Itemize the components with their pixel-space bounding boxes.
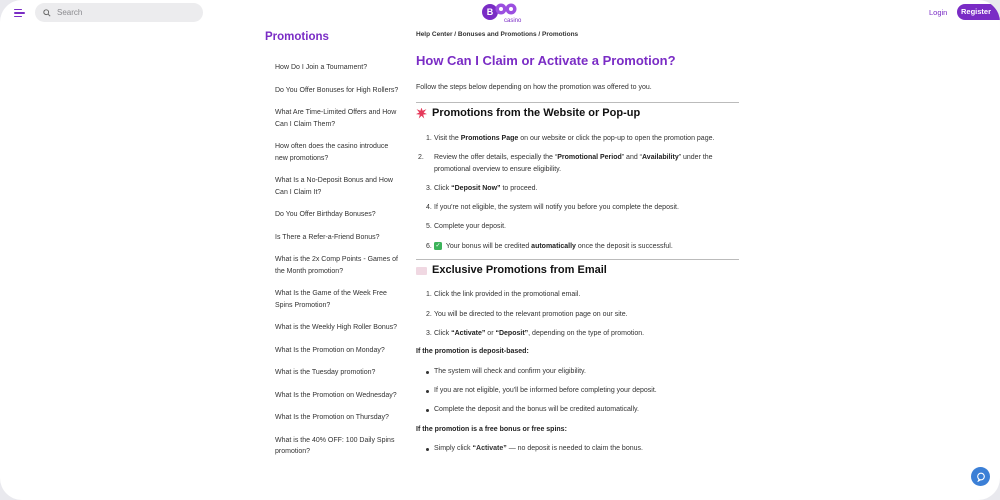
divider	[416, 102, 739, 103]
sidebar-item[interactable]: What Are Time-Limited Offers and How Can I Claim Them?	[275, 109, 397, 128]
sidebar-item[interactable]: Do You Offer Birthday Bonuses?	[275, 211, 376, 218]
section-heading-text: Exclusive Promotions from Email	[432, 264, 607, 276]
step-item: 3. Click “Activate” or “Deposit”, depending on the type of promotion.	[426, 330, 645, 337]
login-button[interactable]: Login	[929, 8, 948, 17]
breadcrumb[interactable]: Help Center / Bonuses and Promotions / Promotions	[416, 31, 579, 38]
sidebar-item[interactable]: How often does the casino introduce new promotions?	[275, 143, 389, 162]
page-title: How Can I Claim or Activate a Promotion?	[416, 53, 676, 68]
envelope-icon	[416, 267, 427, 275]
sidebar-item[interactable]: Do You Offer Bonuses for High Rollers?	[275, 86, 399, 94]
section-heading-text: Promotions from the Website or Pop-up	[432, 107, 641, 119]
intro-text: Follow the steps below depending on how the promotion was offered to you.	[416, 84, 652, 91]
step-item: 6. ✓ Your bonus will be credited automatically once the deposit is successful.	[426, 243, 673, 250]
boo-casino-logo[interactable]	[480, 1, 526, 25]
sidebar-item[interactable]: What Is the Promotion on Wednesday?	[275, 391, 397, 399]
sidebar-item[interactable]: What Is the Promotion on Thursday?	[275, 414, 389, 421]
search-icon	[43, 9, 51, 17]
deposit-based-lead: If the promotion is deposit-based:	[416, 348, 529, 355]
logo-caption: casino	[504, 18, 522, 24]
register-button[interactable]: Register	[957, 4, 1000, 20]
checkmark-icon: ✓	[435, 243, 441, 250]
chat-bubble-icon	[976, 472, 986, 482]
svg-text:B: B	[486, 7, 494, 17]
sidebar-item[interactable]: What is the 40% OFF: 100 Daily Spins promotion?	[275, 436, 395, 455]
sidebar-item[interactable]: What is the Weekly High Roller Bonus?	[275, 324, 398, 331]
sidebar-item[interactable]: What Is a No-Deposit Bonus and How Can I Claim It?	[275, 177, 393, 196]
bullet-item: The system will check and confirm your eligibility.	[434, 368, 586, 375]
step-item: 3. Click “Deposit Now” to proceed.	[426, 185, 538, 192]
bullet-item: Complete the deposit and the bonus will be credited automatically.	[434, 406, 639, 413]
sidebar-item[interactable]: Is There a Refer-a-Friend Bonus?	[275, 233, 380, 241]
section-heading-website	[416, 107, 640, 119]
step-item: 1. Click the link provided in the promotional email.	[426, 291, 581, 298]
sidebar-title: Promotions	[265, 31, 329, 43]
burst-icon	[416, 108, 427, 119]
search-bar[interactable]	[35, 3, 203, 22]
section-heading-email	[416, 264, 607, 276]
sidebar-item[interactable]: How Do I Join a Tournament?	[275, 64, 368, 71]
bullet-item: Simply click “Activate” — no deposit is needed to claim the bonus.	[434, 445, 643, 452]
search-input[interactable]	[55, 7, 189, 18]
hamburger-menu-icon[interactable]	[14, 6, 28, 20]
free-spins-lead: If the promotion is a free bonus or free spins:	[416, 426, 567, 433]
chat-support-button[interactable]	[971, 467, 990, 486]
sidebar-list	[275, 62, 400, 458]
sidebar-item[interactable]: What is the Tuesday promotion?	[275, 369, 376, 376]
top-bar	[0, 0, 1000, 26]
step-item: 5. Complete your deposit.	[426, 223, 506, 230]
divider	[416, 259, 739, 260]
step-item: 2. Review the offer details, especially the “Promotional Period” and “Availability” under the promotional overview to ensure eligibility.	[418, 154, 713, 173]
step-item: 4. If you're not eligible, the system will notify you before you complete the deposit.	[426, 204, 679, 211]
step-item: 2. You will be directed to the relevant promotion page on our site.	[426, 311, 628, 318]
sidebar-item[interactable]: What Is the Promotion on Monday?	[275, 346, 385, 354]
sidebar-item[interactable]: What is the 2x Comp Points - Games of the Month promotion?	[275, 256, 398, 275]
bullet-item: If you are not eligible, you'll be informed before completing your deposit.	[434, 387, 657, 394]
sidebar-item[interactable]: What Is the Game of the Week Free Spins Promotion?	[275, 290, 387, 309]
step-item: 1. Visit the Promotions Page on our website or click the pop-up to open the promotion page.	[426, 135, 715, 142]
